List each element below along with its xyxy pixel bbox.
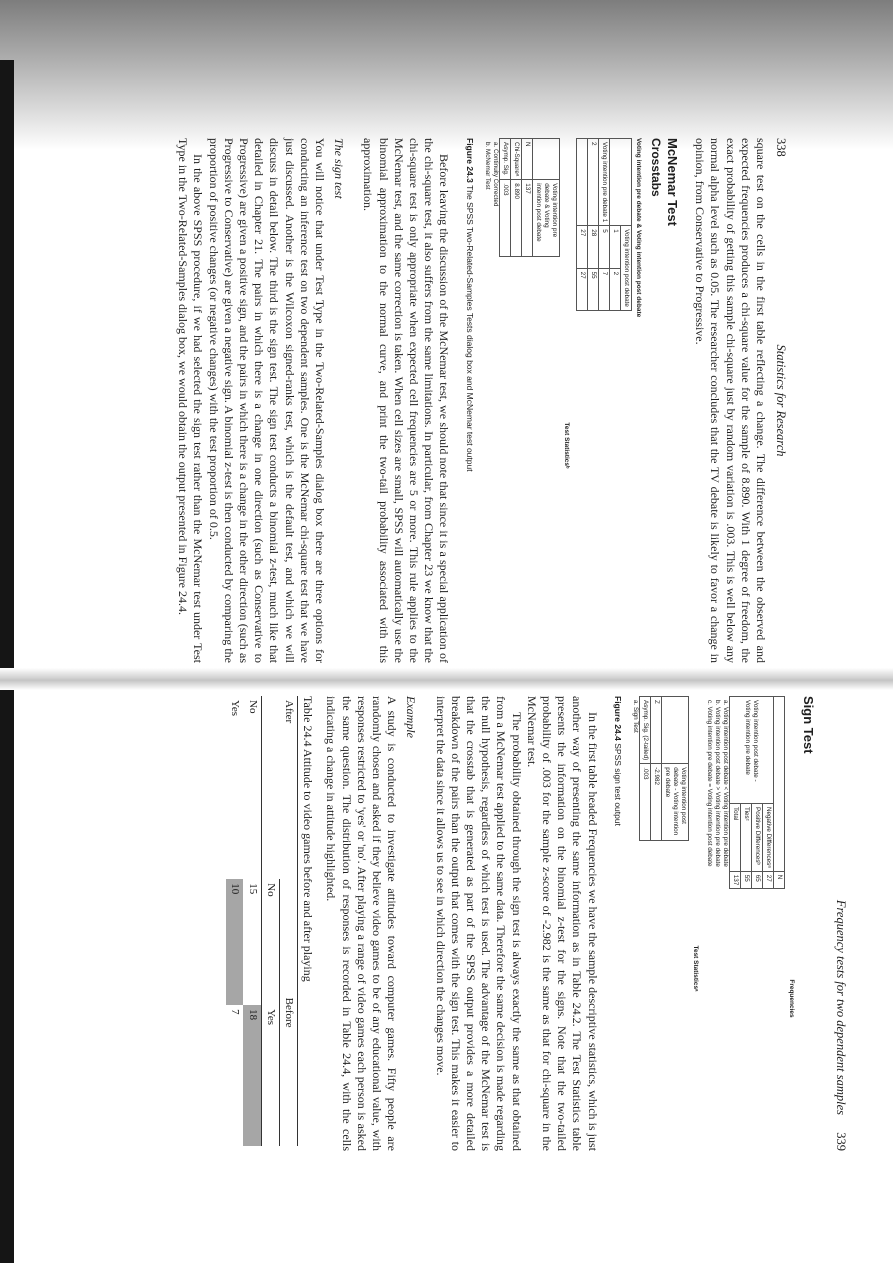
frequencies-row-header: Voting intention post debate - Voting intention pre debate xyxy=(729,697,773,804)
right-running-head: Frequency tests for two dependent samples xyxy=(834,899,848,1115)
table-col-no: No xyxy=(261,879,279,1005)
heading-crosstabs: Crosstabs xyxy=(648,138,663,197)
crosstab-row xyxy=(576,139,587,311)
figure-24-4-caption xyxy=(610,696,625,1151)
table-row: Yes 10 7 xyxy=(226,696,243,1146)
sign-stats-note: a. Sign Test xyxy=(631,700,639,733)
crosstab-cell: 7 xyxy=(598,268,609,310)
crosstab-row xyxy=(587,139,598,311)
test-stats-row: N 137 xyxy=(521,139,532,257)
para-first-table: In the first table headed Frequencies we have the sample descriptive statistics, which is just another way of presenting the same information as in Table 24.2. The Test Statistics table presents the information on the binomial z-test for the signs. Note that the two-tailed probability of .003 for the sample z-score of -2.982 is the same as that for chi-square in the McNemar test. xyxy=(524,696,600,1151)
section-example: Example xyxy=(404,696,419,738)
frequencies-row: Total 137 xyxy=(729,697,740,889)
frequencies-note: a. Voting intention post debate < Voting intention pre debate xyxy=(721,700,729,867)
frequencies-note: b. Voting intention post debate > Voting intention pre debate xyxy=(713,700,721,867)
test-stats-note: b. McNemar Test xyxy=(483,142,491,190)
table-after-label: After xyxy=(282,700,295,724)
crosstab-cell: 27 xyxy=(576,268,587,310)
attitude-table xyxy=(226,696,298,1146)
test-stats-table xyxy=(499,138,560,257)
right-page-number: 339 xyxy=(834,1132,848,1151)
sign-stats-title: Test Statisticsᵃ xyxy=(691,945,699,992)
test-stats-row: Chi-Squareᵃ 8.890 xyxy=(510,139,521,257)
frequencies-row: Voting intention post debate - Voting intention pre debate Negative Differencesᵃ 27 xyxy=(762,697,773,889)
intro-paragraph: square test on the cells in the first table reflecting a change. The difference between the observed and expected frequencies produces a chi-square value for the sample of 8.890. With 1 degree of freedom, the exact probability of getting this sample chi-square just by random variation is .003. This is well below any normal alpha level such as 0.05. The researcher concludes that the TV debate is likely to favor a change in opinion, from Conservative to Progressive. xyxy=(693,138,768,663)
left-running-head: Statistics for Research xyxy=(774,344,788,457)
left-page-number: 338 xyxy=(774,138,788,157)
book-gutter xyxy=(0,668,893,690)
crosstab-row-label: 2 xyxy=(587,139,598,226)
frequencies-row: Positive Differencesᵇ 65 xyxy=(751,697,762,889)
table-row: No 15 18 xyxy=(243,696,261,1146)
para-before-leaving: Before leaving the discussion of the McNemar test, we should note that since it is a special application of the chi-square test, it also suffers from the same limitations. In particular, from Chapter 23 we know that the chi-square test is only appropriate when expected cell frequencies are 5 or more. This rule applies to the McNemar test, and the same correction is taken. When cell sizes are small, SPSS will automatically use the binomial approximation to the normal curve, and print the two-tail probability associated with this approximation. xyxy=(361,138,452,663)
sign-test-para-1: You will notice that under Test Type in the Two-Related-Samples dialog box there are three options for conducting an inference test on two dependent samples. One is the McNemar chi-square test that we have just discussed. Another is the Wilcoxon signed-ranks test, which is the default test, and which we will discuss in detail below. The third is the sign test. The sign test conducts a binomial z-test, much like that detailed in Chapter 21. The pairs in which there is a change in one direction (such as Conservative to Progressive) are given a positive sign, and the pairs in which there is a change in the other direction (such as Progressive to Conservative) are given a negative sign. A binomial z-test is then conducted by comparing the proportion of positive changes (or negative changes) with the test proportion of 0.5. xyxy=(206,138,327,663)
sign-stats-row: Z -2.982 xyxy=(650,697,661,841)
right-page xyxy=(148,696,848,1151)
scan-top-shadow xyxy=(0,0,893,150)
test-stats-corner xyxy=(532,139,559,180)
sign-test-output xyxy=(631,696,795,1151)
crosstab-col-2: 2 xyxy=(609,268,620,310)
table-24-4-caption: Table 24.4 Attitude to video games before and after playing xyxy=(301,696,316,982)
example-paragraph: A study is conducted to investigate attitudes toward computer games. Fifty people are randomly chosen and asked if they believe video games to be of any educational value, with responses restricted to 'yes' or 'no'. After playing a range of video games each person is asked the same question. The distribution of responses is recorded in Table 24.4, with the cells indicating a change in attitude highlighted. xyxy=(324,696,400,1151)
table-before-label: Before xyxy=(282,997,295,1028)
section-sign-test: The sign test xyxy=(332,138,347,199)
frequencies-note: c. Voting intention pre debate = Voting intention post debate xyxy=(705,700,713,867)
crosstab-row xyxy=(598,139,609,311)
frequencies-corner xyxy=(773,697,784,872)
test-stats-note: a. Continuity Corrected xyxy=(491,142,499,207)
left-page xyxy=(88,138,788,663)
sign-stats-corner xyxy=(661,697,688,764)
crosstab-cell: 55 xyxy=(587,268,598,310)
crosstab-corner xyxy=(609,139,631,226)
sign-stats-table xyxy=(639,696,689,841)
para-probability: The probability obtained through the sign test is always exactly the same as that obtained from a McNemar test applied to the same data. Therefore the same decision is made regarding the null hypothesis, regardless of which test is used. The advantage of the McNemar test is that the crosstab that is generated as part of the SPSS output provides a more detailed breakdown of the pairs than the output that comes with the sign test. This makes it easier to interpret the data since it allows us to see in which direction the changes move. xyxy=(433,696,524,1151)
sign-stats-row: Asymp. Sig. (2-tailed) .003 xyxy=(639,697,650,841)
crosstab-output xyxy=(483,138,642,663)
frequencies-title: Frequencies xyxy=(787,979,795,1018)
crosstab-row-header: Voting intention pre debate xyxy=(600,142,608,217)
frequencies-table xyxy=(729,696,785,889)
crosstab-cell: 5 xyxy=(598,226,609,268)
right-page-header xyxy=(828,696,848,1151)
crosstab-cell: 28 xyxy=(587,226,598,268)
crosstab-row-label: 1 xyxy=(600,218,608,223)
sign-stats-col-header: Voting intention post debate - Voting intention pre debate xyxy=(661,764,688,841)
heading-sign-test: Sign Test xyxy=(801,696,816,754)
sign-test-para-2: In the above SPSS procedure, if we had selected the sign test rather than the McNemar test under Test Type in the Two-Related-Samples dialog box, we would obtain the output presented in Figure 24.4. xyxy=(176,138,206,663)
frequencies-col-n: N xyxy=(773,871,784,889)
test-stats-col-header: Voting intention pre debate & Voting intention post debate xyxy=(532,180,559,257)
crosstab-title: Voting intention pre debate & Voting intention post debate xyxy=(634,138,642,318)
crosstab-cell: 27 xyxy=(576,226,587,268)
figure-label: Figure 24.3 xyxy=(464,138,475,183)
figure-label: Figure 24.4 xyxy=(612,696,623,741)
table-col-yes: Yes xyxy=(261,1005,279,1146)
figure-24-3-caption xyxy=(461,138,476,663)
highlighted-cell: 10 xyxy=(226,879,243,1005)
figure-caption-text: The SPSS Two-Related-Samples Tests dialog box and McNemar test output xyxy=(464,185,475,472)
crosstab-col-1: 1 xyxy=(609,226,620,268)
test-stats-title: Test Statisticsᵇ xyxy=(562,422,570,469)
test-stats-row: Asymp. Sig. .003 xyxy=(499,139,510,257)
heading-mcnemar: McNemar Test xyxy=(664,138,680,226)
crosstab-row-label xyxy=(576,139,587,226)
left-page-header xyxy=(768,138,788,663)
scan-left-edge xyxy=(0,60,14,1263)
figure-caption-text: SPSS sign test output xyxy=(612,743,623,826)
crosstab-table xyxy=(576,138,632,311)
crosstab-col-header: Voting intention post debate xyxy=(620,226,631,311)
frequencies-row: Tiesᶜ 55 xyxy=(740,697,751,889)
highlighted-cell: 18 xyxy=(243,1005,261,1146)
